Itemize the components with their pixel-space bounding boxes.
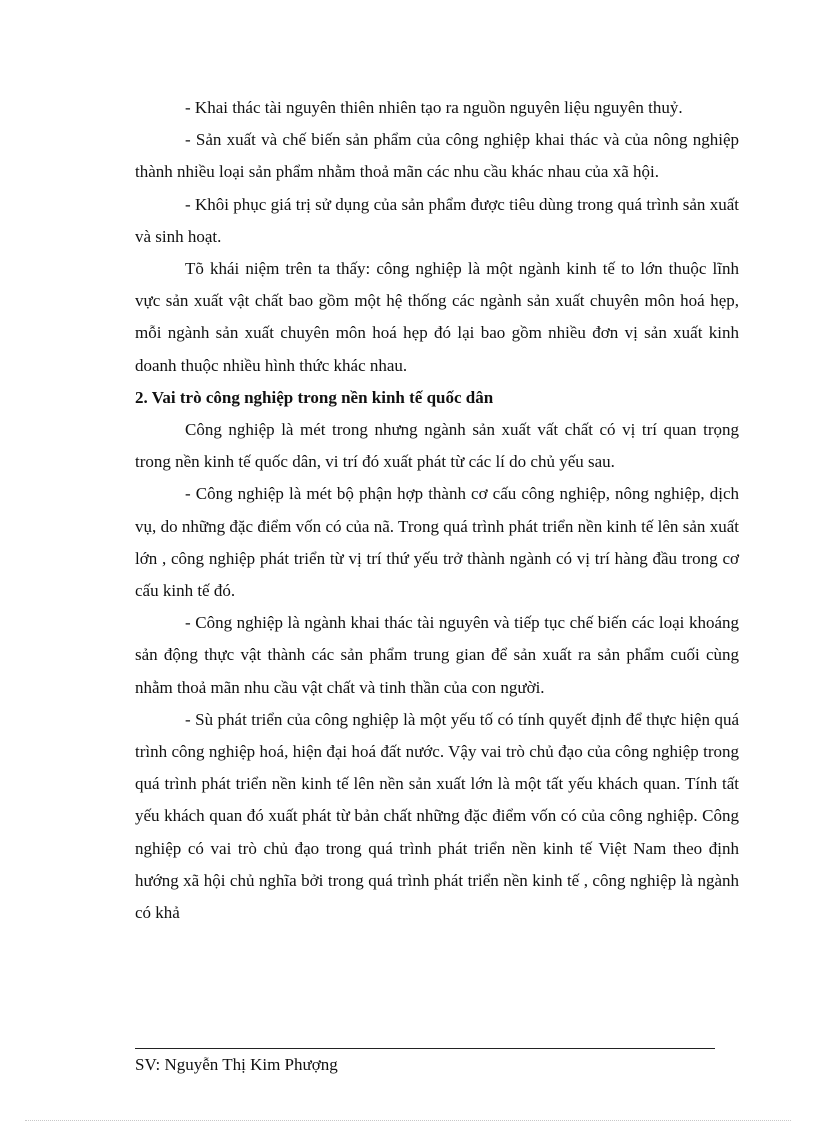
paragraph: - Sù phát triển của công nghiệp là một yếu tố có tính quyết định để thực hiện quá trình công nghiệp hoá, hiện đại hoá đất nước. Vậy vai trò chủ đạo của công nghiệp trong quá trình phát triển nền kinh tế lên nền sản xuất lớn là một tất yếu khách quan. Tính tất yếu khách quan đó xuất phát từ bản chất những đặc điểm vốn có của công nghiệp. Công nghiệp có vai trò chủ đạo trong quá trình phát triển nền kinh tế Việt Nam theo định hướng xã hội chủ nghĩa bởi trong quá trình phát triển nền kinh tế , công nghiệp là ngành có khả: [135, 709, 739, 923]
paragraph: - Công nghiệp là mét bộ phận hợp thành cơ cấu công nghiệp, nông nghiệp, dịch vụ, do những đặc điểm vốn có của nã. Trong quá trình phát triển nền kinh tế lên sản xuất lớn , công nghiệp phát triển từ vị trí thứ yếu trở thành ngành có vị trí hàng đầu trong cơ cấu kinh tế đó.: [135, 484, 739, 601]
page-boundary: [25, 1120, 791, 1121]
paragraph: - Khôi phục giá trị sử dụng của sản phẩm được tiêu dùng trong quá trình sản xuất và sinh hoạt.: [135, 194, 739, 246]
footer-author: SV: Nguyễn Thị Kim Phượng: [135, 1055, 338, 1074]
paragraph: - Khai thác tài nguyên thiên nhiên tạo ra nguồn nguyên liệu nguyên thuỷ.: [185, 98, 683, 117]
paragraph: - Công nghiệp là ngành khai thác tài nguyên và tiếp tục chế biến các loại khoáng sản động thực vật thành các sản phẩm trung gian để sản xuất ra sản phẩm cuối cùng nhằm thoả mãn nhu cầu vật chất và tinh thần của con người.: [135, 613, 739, 697]
paragraph: Tõ khái niệm trên ta thấy: công nghiệp là một ngành kinh tế to lớn thuộc lĩnh vực sản xuất vật chất bao gồm một hệ thống các ngành sản xuất chuyên môn hoá hẹp, mỗi ngành sản xuất chuyên môn hoá hẹp đó lại bao gồm nhiều đơn vị sản xuất kinh doanh thuộc nhiều hình thức khác nhau.: [135, 259, 739, 375]
paragraph: - Sản xuất và chế biến sản phẩm của công nghiệp khai thác và của nông nghiệp thành nhiều loại sản phẩm nhằm thoả mãn các nhu cầu khác nhau của xã hội.: [135, 130, 739, 182]
document-body: [135, 92, 739, 929]
paragraph: Công nghiệp là mét trong nhưng ngành sản xuất vất chất có vị trí quan trọng trong nền kinh tế quốc dân, vi trí đó xuất phát từ các lí do chủ yếu sau.: [135, 420, 739, 472]
section-heading: 2. Vai trò công nghiệp trong nền kinh tế quốc dân: [135, 387, 494, 407]
footer-divider: [135, 1048, 715, 1049]
